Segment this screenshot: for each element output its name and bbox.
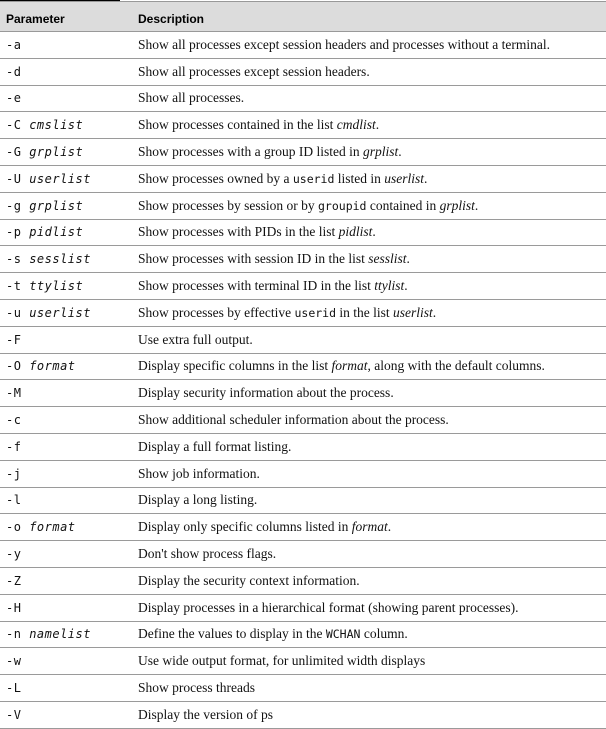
description-code-text: userid xyxy=(292,171,335,186)
parameter-flag: -l xyxy=(6,493,22,508)
description-cell xyxy=(128,273,606,300)
parameter-cell xyxy=(0,353,128,380)
parameter-argument: userlist xyxy=(29,171,91,186)
parameter-flag: -G xyxy=(6,145,22,160)
table-row xyxy=(0,246,606,273)
description-text: Show processes by session or by xyxy=(138,197,318,213)
description-code-text: WCHAN xyxy=(325,627,361,642)
description-italic-text: sesslist xyxy=(368,251,407,267)
description-text: Show processes with terminal ID in the list xyxy=(138,278,375,294)
description-text: Show processes contained in the list xyxy=(138,117,337,133)
parameter-cell xyxy=(0,165,128,192)
description-text: Display specific columns in the list xyxy=(138,358,332,374)
parameter-flag: -f xyxy=(6,439,22,454)
description-cell xyxy=(128,353,606,380)
parameter-cell xyxy=(0,299,128,326)
parameter-cell xyxy=(0,433,128,460)
parameter-cell xyxy=(0,32,128,59)
table-row xyxy=(0,433,606,460)
parameter-flag: -y xyxy=(6,547,22,562)
table-row xyxy=(0,299,606,326)
description-text: , along with the default columns. xyxy=(367,358,545,374)
table-row xyxy=(0,219,606,246)
parameter-argument: grplist xyxy=(29,145,84,160)
description-text: Show processes with session ID in the list xyxy=(138,251,369,267)
parameter-flag: -n xyxy=(6,627,22,642)
parameter-flag: -U xyxy=(6,171,22,186)
table-row xyxy=(0,648,606,675)
description-italic-text: userlist xyxy=(393,304,433,320)
description-cell xyxy=(128,407,606,434)
ps-parameters-table xyxy=(0,1,606,729)
description-cell xyxy=(128,32,606,59)
table-row xyxy=(0,567,606,594)
parameter-column-header: Parameter xyxy=(0,2,128,32)
table-row xyxy=(0,326,606,353)
table-row xyxy=(0,621,606,648)
parameter-cell xyxy=(0,514,128,541)
description-text: Display the security context information. xyxy=(138,572,360,588)
description-cell xyxy=(128,701,606,728)
parameter-flag: -c xyxy=(6,413,22,428)
description-text: . xyxy=(375,117,380,133)
parameter-flag: -O xyxy=(6,359,22,374)
description-code-text: userid xyxy=(294,305,337,320)
description-italic-text: cmdlist xyxy=(336,117,376,133)
parameter-cell xyxy=(0,701,128,728)
description-cell xyxy=(128,112,606,139)
description-cell xyxy=(128,246,606,273)
parameter-flag: -d xyxy=(6,64,22,79)
description-text: . xyxy=(387,519,392,535)
description-cell xyxy=(128,139,606,166)
description-text: Show all processes except session headers and processes without a terminal. xyxy=(138,36,551,52)
parameter-argument: cmslist xyxy=(29,118,84,133)
parameter-flag: -w xyxy=(6,654,22,669)
description-italic-text: grplist xyxy=(362,144,399,160)
description-text: Display a long listing. xyxy=(138,492,258,508)
parameter-flag: -Z xyxy=(6,573,22,588)
parameter-argument: ttylist xyxy=(29,279,84,294)
description-text: Show all processes. xyxy=(138,90,245,106)
table-row xyxy=(0,139,606,166)
description-italic-text: pidlist xyxy=(338,224,373,240)
parameter-flag: -s xyxy=(6,252,22,267)
table-header-row xyxy=(0,2,606,32)
parameter-flag: -p xyxy=(6,225,22,240)
table-row xyxy=(0,165,606,192)
parameter-cell xyxy=(0,407,128,434)
description-cell xyxy=(128,621,606,648)
parameter-cell xyxy=(0,246,128,273)
parameter-argument: pidlist xyxy=(29,225,84,240)
description-text: Display the version of ps xyxy=(138,706,273,722)
description-text: . xyxy=(398,144,402,160)
description-text: . xyxy=(406,251,410,267)
table-row xyxy=(0,85,606,112)
description-text: in the list xyxy=(336,304,394,320)
description-column-header: Description xyxy=(128,2,606,32)
table-body xyxy=(0,32,606,729)
description-text: Show process threads xyxy=(138,680,255,696)
description-text: Use wide output format, for unlimited width displays xyxy=(138,653,426,669)
description-text: . xyxy=(474,197,479,213)
description-italic-text: ttylist xyxy=(374,278,405,294)
parameter-flag: -H xyxy=(6,600,22,615)
parameter-cell xyxy=(0,541,128,568)
description-cell xyxy=(128,675,606,702)
description-italic-text: userlist xyxy=(384,170,425,186)
parameter-cell xyxy=(0,460,128,487)
parameter-flag: -e xyxy=(6,91,22,106)
description-text: . xyxy=(432,304,437,320)
description-text: contained in xyxy=(366,197,440,213)
description-cell xyxy=(128,219,606,246)
description-text: Display a full format listing. xyxy=(138,438,292,454)
table-row xyxy=(0,353,606,380)
description-cell xyxy=(128,380,606,407)
parameter-argument: grplist xyxy=(29,198,84,213)
description-italic-text: format xyxy=(351,519,388,535)
description-cell xyxy=(128,648,606,675)
description-cell xyxy=(128,541,606,568)
description-text: Use extra full output. xyxy=(138,331,253,347)
description-text: . xyxy=(404,278,408,294)
table-row xyxy=(0,273,606,300)
description-code-text: groupid xyxy=(318,198,367,213)
description-text: Display processes in a hierarchical format (showing parent processes). xyxy=(138,599,519,615)
parameter-flag: -V xyxy=(6,707,22,722)
table-row xyxy=(0,380,606,407)
parameter-flag: -C xyxy=(6,118,22,133)
description-text: Display security information about the process. xyxy=(138,385,394,401)
description-cell xyxy=(128,192,606,219)
description-text: listed in xyxy=(334,170,385,186)
table-row xyxy=(0,701,606,728)
description-text: Don't show process flags. xyxy=(138,546,277,562)
table-row xyxy=(0,460,606,487)
parameter-argument: userlist xyxy=(29,305,91,320)
description-text: . xyxy=(372,224,376,240)
parameter-argument: format xyxy=(29,520,76,535)
parameter-argument: namelist xyxy=(29,627,91,642)
description-cell xyxy=(128,514,606,541)
parameter-cell xyxy=(0,192,128,219)
description-cell xyxy=(128,326,606,353)
parameter-cell xyxy=(0,380,128,407)
description-text: Show processes owned by a xyxy=(138,170,293,186)
parameter-cell xyxy=(0,273,128,300)
description-cell xyxy=(128,460,606,487)
description-text: Display only specific columns listed in xyxy=(138,519,352,535)
table-row xyxy=(0,594,606,621)
parameter-cell xyxy=(0,139,128,166)
description-cell xyxy=(128,567,606,594)
parameter-flag: -M xyxy=(6,386,22,401)
description-text: Show additional scheduler information about the process. xyxy=(138,412,449,428)
parameter-cell xyxy=(0,85,128,112)
table-row xyxy=(0,487,606,514)
parameter-cell xyxy=(0,621,128,648)
parameter-flag: -t xyxy=(6,279,22,294)
table-row xyxy=(0,192,606,219)
parameter-flag: -o xyxy=(6,520,22,535)
parameter-flag: -a xyxy=(6,37,22,52)
description-italic-text: format xyxy=(331,358,368,374)
table-row xyxy=(0,407,606,434)
parameter-flag: -F xyxy=(6,332,22,347)
table-row xyxy=(0,32,606,59)
parameter-cell xyxy=(0,487,128,514)
description-text: Show all processes except session headers. xyxy=(138,63,370,79)
parameter-cell xyxy=(0,219,128,246)
parameter-flag: -g xyxy=(6,198,22,213)
parameter-cell xyxy=(0,648,128,675)
parameter-flag: -j xyxy=(6,466,22,481)
description-cell xyxy=(128,58,606,85)
description-text: Show processes by effective xyxy=(138,304,295,320)
description-cell xyxy=(128,165,606,192)
parameter-cell xyxy=(0,326,128,353)
description-cell xyxy=(128,487,606,514)
description-text: Show processes with PIDs in the list xyxy=(138,224,339,240)
parameter-cell xyxy=(0,112,128,139)
parameter-flag: -u xyxy=(6,305,22,320)
description-text: Show processes with a group ID listed in xyxy=(138,144,363,160)
description-text: column. xyxy=(360,626,408,642)
description-text: . xyxy=(424,170,428,186)
description-cell xyxy=(128,299,606,326)
parameter-cell xyxy=(0,594,128,621)
table-row xyxy=(0,58,606,85)
parameter-cell xyxy=(0,567,128,594)
description-cell xyxy=(128,433,606,460)
description-italic-text: grplist xyxy=(439,197,475,213)
description-cell xyxy=(128,85,606,112)
parameter-argument: format xyxy=(29,359,76,374)
parameter-argument: sesslist xyxy=(29,252,91,267)
description-cell xyxy=(128,594,606,621)
parameter-cell xyxy=(0,58,128,85)
parameter-flag: -L xyxy=(6,681,22,696)
table-row xyxy=(0,112,606,139)
table-row xyxy=(0,675,606,702)
description-text: Show job information. xyxy=(138,465,260,481)
parameter-cell xyxy=(0,675,128,702)
table-row xyxy=(0,514,606,541)
table-row xyxy=(0,541,606,568)
description-text: Define the values to display in the xyxy=(138,626,326,642)
